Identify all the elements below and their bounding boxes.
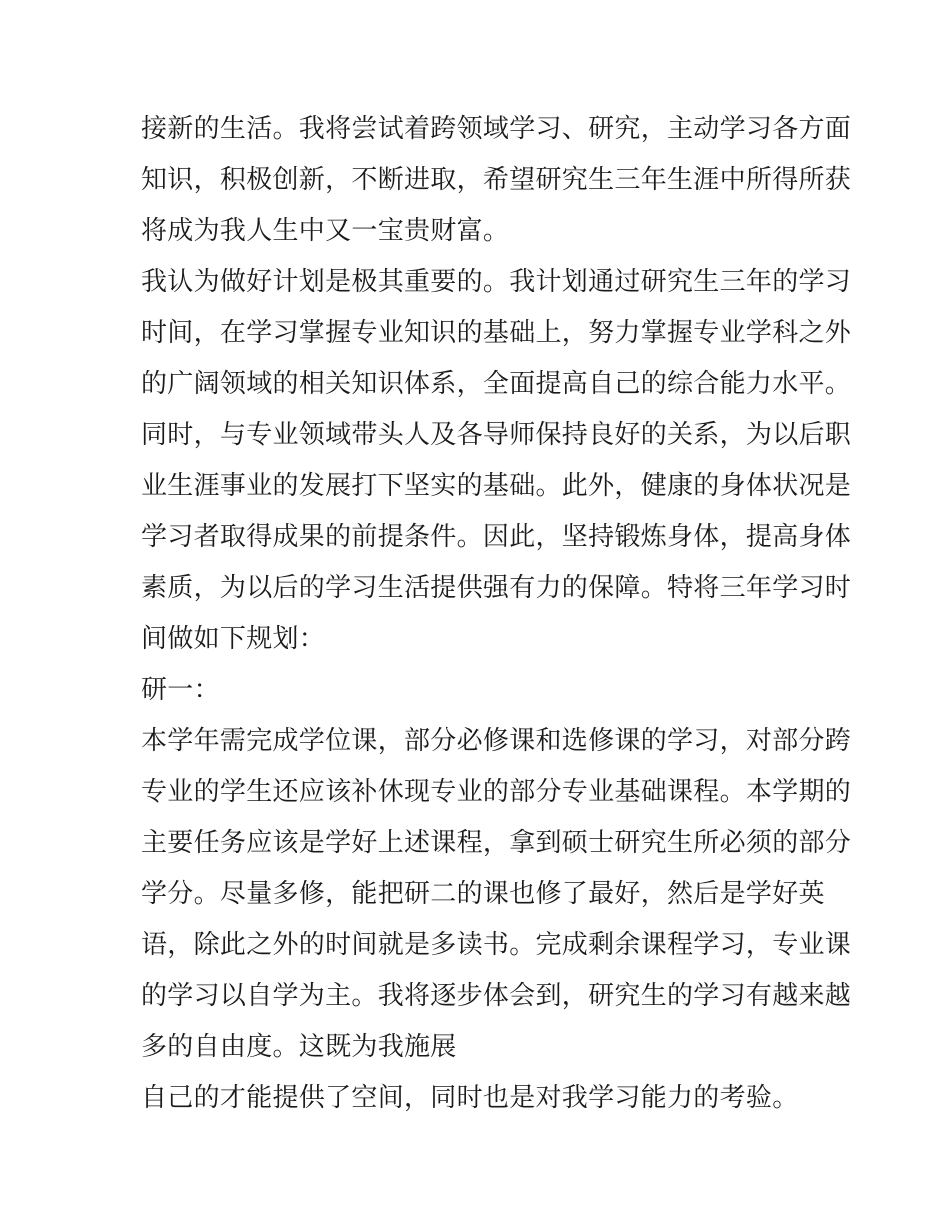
text-line: 专业的学生还应该补休现专业的部分专业基础课程。本学期的 xyxy=(141,777,852,807)
section-heading: 研一： xyxy=(141,675,220,705)
text-line: 语，除此之外的时间就是多读书。完成剩余课程学习，专业课 xyxy=(141,930,852,960)
text-line: 知识，积极创新，不断进取，希望研究生三年生涯中所得所获 xyxy=(141,165,852,195)
text-line: 将成为我人生中又一宝贵财富。 xyxy=(141,216,510,246)
text-line: 的学习以自学为主。我将逐步体会到，研究生的学习有越来越 xyxy=(141,981,852,1011)
text-line: 业生涯事业的发展打下坚实的基础。此外，健康的身体状况是 xyxy=(141,471,852,501)
text-line: 主要任务应该是学好上述课程，拿到硕士研究生所必须的部分 xyxy=(141,828,852,858)
text-line: 多的自由度。这既为我施展 xyxy=(141,1032,457,1062)
text-line: 接新的生活。我将尝试着跨领域学习、研究，主动学习各方面 xyxy=(141,114,852,144)
text-line: 学分。尽量多修，能把研二的课也修了最好，然后是学好英 xyxy=(141,879,825,909)
text-line: 学习者取得成果的前提条件。因此，坚持锻炼身体，提高身体 xyxy=(141,522,852,552)
text-line: 我认为做好计划是极其重要的。我计划通过研究生三年的学习 xyxy=(141,267,852,297)
text-line: 的广阔领域的相关知识体系，全面提高自己的综合能力水平。 xyxy=(141,369,852,399)
text-line: 本学年需完成学位课，部分必修课和选修课的学习，对部分跨 xyxy=(141,726,852,756)
text-line: 时间，在学习掌握专业知识的基础上，努力掌握专业学科之外 xyxy=(141,318,852,348)
text-line: 自己的才能提供了空间，同时也是对我学习能力的考验。 xyxy=(141,1083,799,1113)
text-line: 同时，与专业领域带头人及各导师保持良好的关系，为以后职 xyxy=(141,420,852,450)
text-line: 素质，为以后的学习生活提供强有力的保障。特将三年学习时 xyxy=(141,573,852,603)
text-line: 间做如下规划： xyxy=(141,624,326,654)
